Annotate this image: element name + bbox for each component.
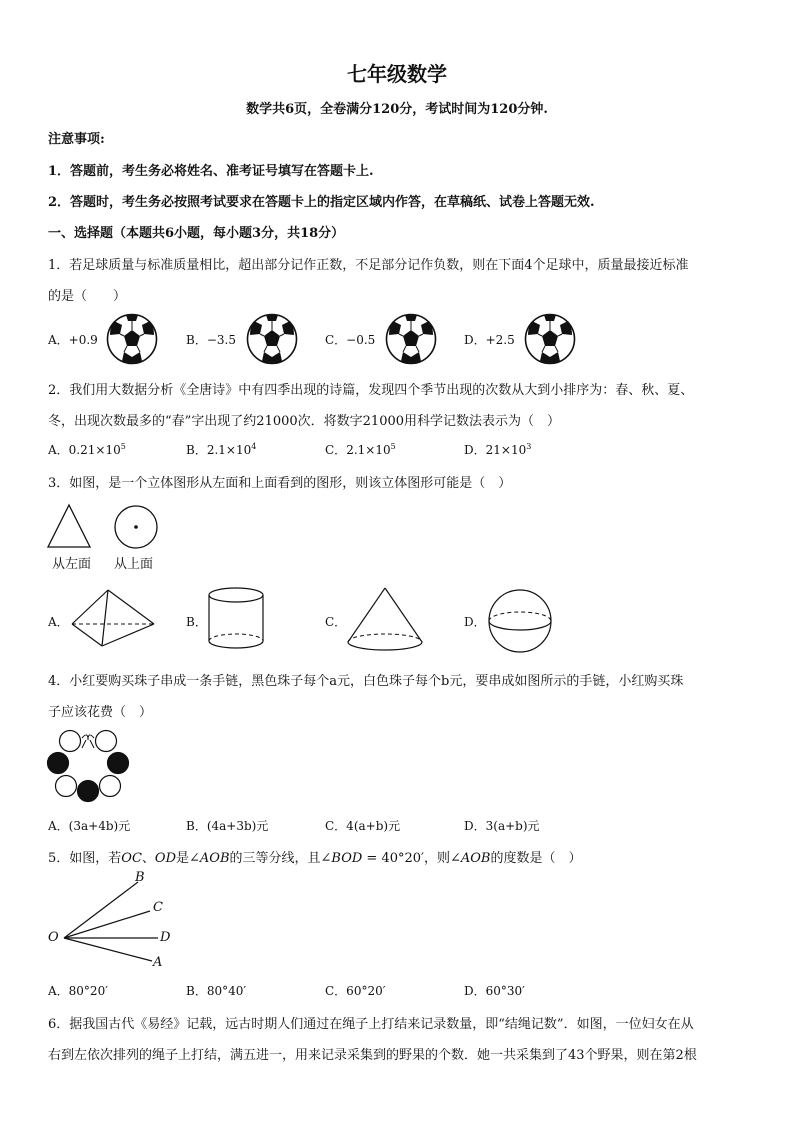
- question-2-line-2: 冬，出现次数最多的“春”字出现了约21000次．将数字21000用科学记数法表示为（ ）: [48, 414, 561, 429]
- q4-option-a: A．(3a+4b)元: [48, 819, 131, 833]
- exam-subtitle: 数学共6页，全卷满分120分，考试时间为120分钟.: [246, 102, 548, 117]
- q4-option-c: C．4(a+b)元: [325, 819, 401, 833]
- q2-option-a: A．$0.21\times 10^5$: [48, 442, 126, 457]
- q5-option-c: C．60°20′: [325, 984, 386, 998]
- angle-figure: [44, 868, 184, 972]
- bracelet-figure: [46, 728, 132, 804]
- q3-option-c: C．: [325, 615, 347, 629]
- section-heading: 一、选择题（本题共6小题，每小题3分，共18分）: [48, 226, 345, 241]
- label-c: C: [153, 900, 163, 915]
- question-4-line-1: 4．小红要购买珠子串成一条手链，黑色珠子每个a元，白色珠子每个b元，要串成如图所示的手链，小红购买珠: [48, 674, 684, 689]
- triangle-left-view: [46, 503, 92, 549]
- soccer-ball-icon: [106, 313, 158, 365]
- question-3-line-1: 3．如图，是一个立体图形从左面和上面看到的图形，则该立体图形可能是（ ）: [48, 476, 512, 491]
- sphere-figure: [486, 588, 554, 654]
- exam-title: 七年级数学: [347, 62, 447, 86]
- question-5-line-1: 5．如图，若OC、OD是∠AOB的三等分线，且∠BOD = 40°20′，则∠AOB的度数是（ ）: [48, 851, 582, 866]
- pyramid-figure: [70, 588, 156, 648]
- q4-option-b: B．(4a+3b)元: [186, 819, 269, 833]
- q4-option-d: D．3(a+b)元: [464, 819, 540, 833]
- cone-figure: [345, 586, 425, 654]
- q1-option-c: C．−0.5: [325, 333, 376, 347]
- circle-top-view: [110, 504, 162, 550]
- soccer-ball-icon: [524, 313, 576, 365]
- soccer-ball-icon: [246, 313, 298, 365]
- label-d: D: [160, 930, 171, 945]
- question-2-line-1: 2．我们用大数据分析《全唐诗》中有四季出现的诗篇，发现四个季节出现的次数从大到小排序为：春、秋、夏、: [48, 383, 694, 398]
- q2-option-c: C．$2.1\times 10^5$: [325, 442, 396, 457]
- notice-item-1: 1．答题前，考生务必将姓名、准考证号填写在答题卡上.: [48, 164, 374, 179]
- notice-heading: 注意事项:: [48, 132, 105, 147]
- q2-option-d: D．$21\times 10^3$: [464, 442, 532, 457]
- cylinder-figure: [206, 586, 266, 652]
- question-1-line-2: 的是（ ）: [48, 289, 127, 304]
- top-view-caption: 从上面: [114, 557, 154, 572]
- question-1-line-1: 1．若足球质量与标准质量相比，超出部分记作正数，不足部分记作负数，则在下面4个足球中，质量最接近标准: [48, 258, 689, 273]
- question-6-line-1: 6．据我国古代《易经》记载，远古时期人们通过在绳子上打结来记录数量，即“结绳记数”．如图，一位妇女在从: [48, 1017, 694, 1032]
- label-b: B: [135, 870, 145, 885]
- label-a: A: [153, 955, 163, 970]
- notice-item-2: 2．答题时，考生务必按照考试要求在答题卡上的指定区域内作答，在草稿纸、试卷上答题无效.: [48, 195, 595, 210]
- q3-option-b: B．: [186, 615, 207, 629]
- question-4-line-2: 子应该花费（ ）: [48, 705, 153, 720]
- q1-option-d: D．+2.5: [464, 333, 515, 347]
- question-6-line-2: 右到左依次排列的绳子上打结，满五进一，用来记录采集到的野果的个数．她一共采集到了43个野果，则在第2根: [48, 1048, 697, 1063]
- q1-option-a: A．+0.9: [48, 333, 98, 347]
- soccer-ball-icon: [385, 313, 437, 365]
- q5-option-a: A．80°20′: [48, 984, 108, 998]
- left-view-caption: 从左面: [52, 557, 92, 572]
- q3-option-d: D．: [464, 615, 486, 629]
- q5-option-b: B．80°40′: [186, 984, 247, 998]
- q5-option-d: D．60°30′: [464, 984, 525, 998]
- label-o: O: [48, 930, 59, 945]
- q3-option-a: A．: [48, 615, 69, 629]
- q2-option-b: B．$2.1\times 10^4$: [186, 442, 257, 457]
- q1-option-b: B．−3.5: [186, 333, 236, 347]
